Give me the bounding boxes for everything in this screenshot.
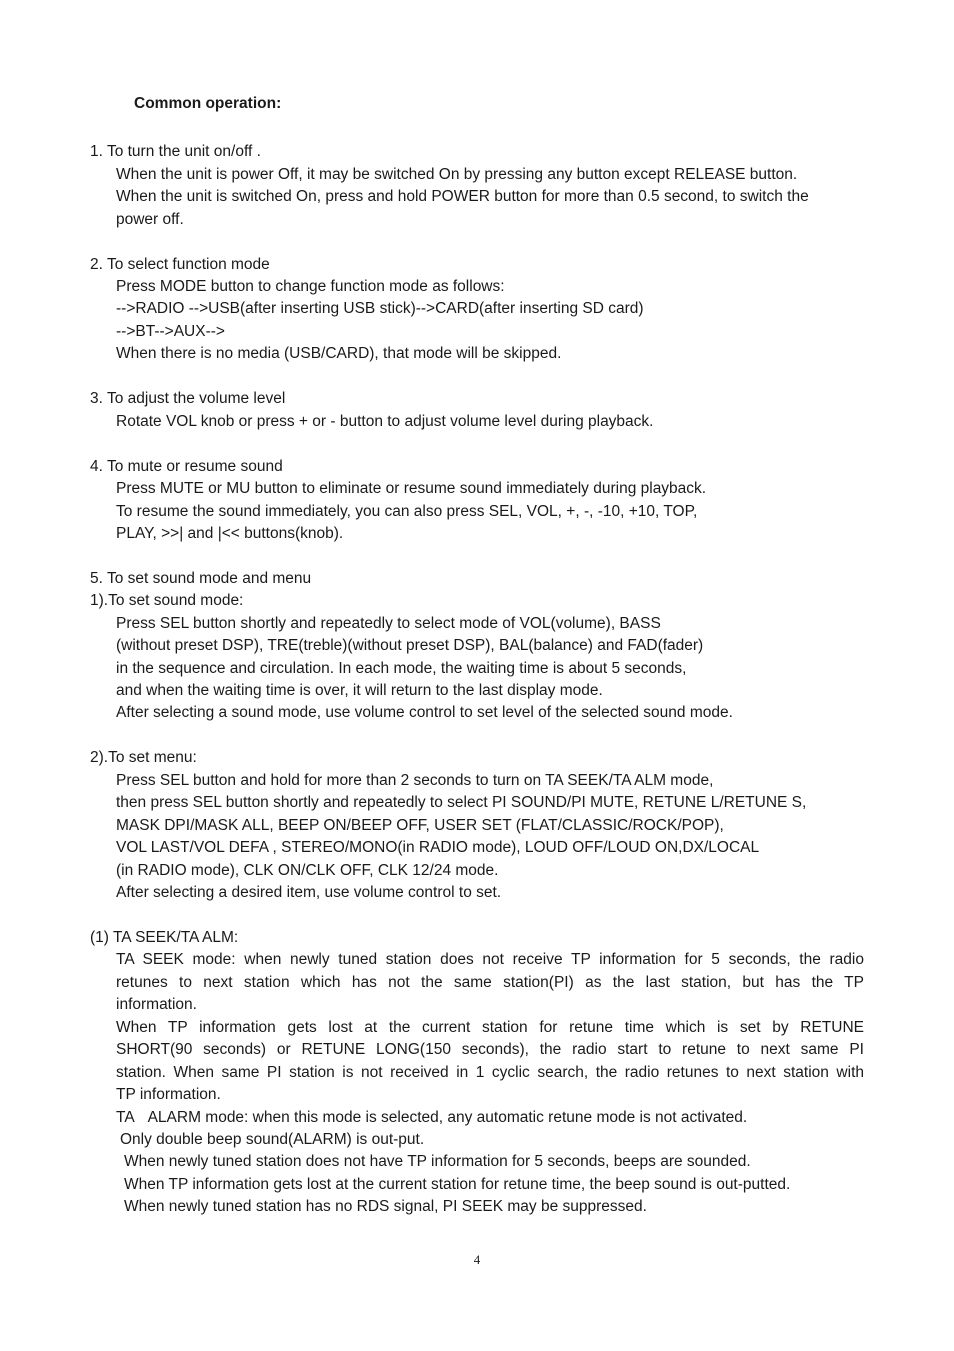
- text-line: in the sequence and circulation. In each mode, the waiting time is about 5 seconds,: [116, 660, 687, 677]
- text-line: station. When same PI station is not received in 1 cyclic search, the radio retunes to next station with: [116, 1064, 864, 1081]
- text-line: After selecting a desired item, use volume control to set.: [116, 884, 502, 901]
- text-line: TP information.: [116, 1086, 221, 1103]
- text-line: Rotate VOL knob or press + or - button to adjust volume level during playback.: [116, 413, 654, 430]
- text-line: PLAY, >>| and |<< buttons(knob).: [116, 525, 344, 542]
- text-line: TA SEEK mode: when newly tuned station does not receive TP information for 5 seconds, the radio: [116, 951, 864, 968]
- text-line: Press MUTE or MU button to eliminate or resume sound immediately during playback.: [116, 480, 707, 497]
- text-line: When newly tuned station does not have TP information for 5 seconds, beeps are sounded.: [124, 1153, 751, 1170]
- text-line: Only double beep sound(ALARM) is out-put.: [120, 1131, 425, 1148]
- text-line: When newly tuned station has no RDS signal, PI SEEK may be suppressed.: [124, 1198, 647, 1215]
- text-line: When the unit is switched On, press and hold POWER button for more than 0.5 second, to switch the: [116, 188, 809, 205]
- text-line: When TP information gets lost at the current station for retune time which is set by RETUNE: [116, 1019, 864, 1036]
- text-line: (without preset DSP), TRE(treble)(without preset DSP), BAL(balance) and FAD(fader): [116, 637, 704, 654]
- text-line: retunes to next station which has not the same station(PI) as the last station, but has the TP: [116, 974, 864, 991]
- text-line: then press SEL button shortly and repeatedly to select PI SOUND/PI MUTE, RETUNE L/RETUNE S,: [116, 794, 807, 811]
- text-line: Press MODE button to change function mode as follows:: [116, 278, 505, 295]
- page-number: 4: [473, 1252, 481, 1267]
- text-line: (in RADIO mode), CLK ON/CLK OFF, CLK 12/24 mode.: [116, 862, 499, 879]
- text-line: Press SEL button shortly and repeatedly to select mode of VOL(volume), BASS: [116, 615, 661, 632]
- text-line: power off.: [116, 211, 184, 228]
- text-line: TA ALARM mode: when this mode is selected, any automatic retune mode is not activated.: [116, 1109, 748, 1126]
- text-line: SHORT(90 seconds) or RETUNE LONG(150 seconds), the radio start to retune to next same PI: [116, 1041, 864, 1058]
- item-1-heading: 1. To turn the unit on/off .: [90, 143, 261, 160]
- text-line: When TP information gets lost at the current station for retune time, the beep sound is out-putted.: [124, 1176, 791, 1193]
- item-3-heading: 3. To adjust the volume level: [90, 390, 286, 407]
- text-line: To resume the sound immediately, you can also press SEL, VOL, +, -, -10, +10, TOP,: [116, 503, 698, 520]
- text-line: When the unit is power Off, it may be switched On by pressing any button except RELEASE button.: [116, 166, 798, 183]
- text-line: -->BT-->AUX-->: [116, 323, 225, 340]
- text-line: Press SEL button and hold for more than 2 seconds to turn on TA SEEK/TA ALM mode,: [116, 772, 714, 789]
- text-line: MASK DPI/MASK ALL, BEEP ON/BEEP OFF, USER SET (FLAT/CLASSIC/ROCK/POP),: [116, 817, 724, 834]
- item-5-heading: 5. To set sound mode and menu: [90, 570, 312, 587]
- section-title: Common operation:: [134, 95, 282, 112]
- text-line: After selecting a sound mode, use volume control to set level of the selected sound mode.: [116, 704, 733, 721]
- text-line: VOL LAST/VOL DEFA , STEREO/MONO(in RADIO mode), LOUD OFF/LOUD ON,DX/LOCAL: [116, 839, 760, 856]
- text-line: information.: [116, 996, 197, 1013]
- text-line: -->RADIO -->USB(after inserting USB stick)-->CARD(after inserting SD card): [116, 300, 644, 317]
- item-2-heading: 2. To select function mode: [90, 256, 270, 273]
- item-4-heading: 4. To mute or resume sound: [90, 458, 283, 475]
- text-line: When there is no media (USB/CARD), that mode will be skipped.: [116, 345, 562, 362]
- subitem-heading: 1).To set sound mode:: [90, 592, 244, 609]
- subitem-heading: (1) TA SEEK/TA ALM:: [90, 929, 239, 946]
- text-line: and when the waiting time is over, it will return to the last display mode.: [116, 682, 603, 699]
- subitem-heading: 2).To set menu:: [90, 749, 197, 766]
